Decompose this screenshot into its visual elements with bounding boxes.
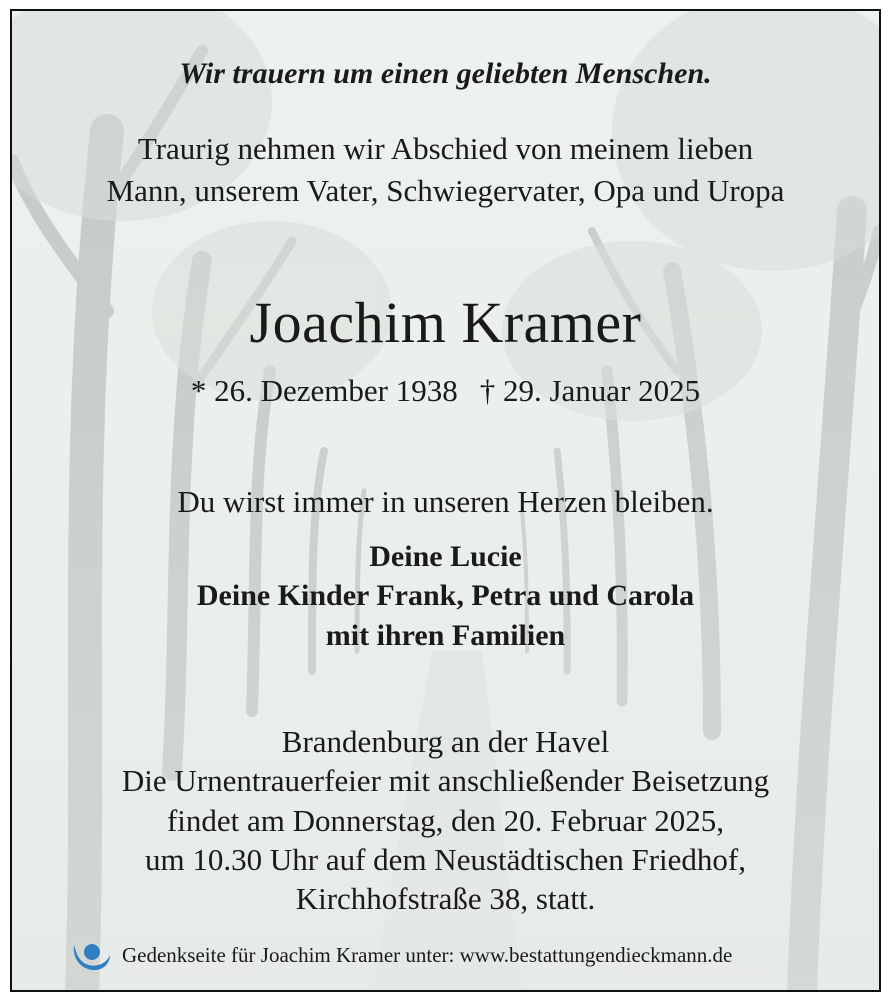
death-date: † 29. Januar 2025 <box>479 373 701 408</box>
intro-line-2: Mann, unserem Vater, Schwiegervater, Opa und Uropa <box>106 173 785 208</box>
obituary-notice <box>10 9 881 992</box>
birth-date: * 26. Dezember 1938 <box>190 373 458 408</box>
funeral-line-3: um 10.30 Uhr auf dem Neustädtischen Friedhof, <box>145 842 746 877</box>
intro-line-1: Traurig nehmen wir Abschied von meinem lieben <box>137 131 754 166</box>
notice-content <box>12 11 879 990</box>
funeral-line-1: Die Urnentrauerfeier mit anschließender Beisetzung <box>121 763 770 798</box>
signature-line-1: Deine Lucie <box>369 540 522 573</box>
signature-line-3: mit ihren Familien <box>325 619 566 652</box>
place-name: Brandenburg an der Havel <box>281 724 610 759</box>
notice-heading: Wir trauern um einen geliebten Menschen. <box>179 57 712 90</box>
memorial-page-footer <box>68 933 732 977</box>
memorial-page-text: Gedenkseite für Joachim Kramer unter: www.bestattungendieckmann.de <box>122 942 733 967</box>
memorial-logo-icon <box>68 935 112 975</box>
funeral-line-2: findet am Donnerstag, den 20. Februar 2025, <box>166 803 724 838</box>
memorial-quote: Du wirst immer in unseren Herzen bleiben. <box>177 484 714 519</box>
life-dates <box>12 373 879 409</box>
deceased-name: Joachim Kramer <box>249 290 642 355</box>
funeral-line-4: Kirchhofstraße 38, statt. <box>295 881 596 916</box>
signature-line-2: Deine Kinder Frank, Petra und Carola <box>196 579 695 612</box>
